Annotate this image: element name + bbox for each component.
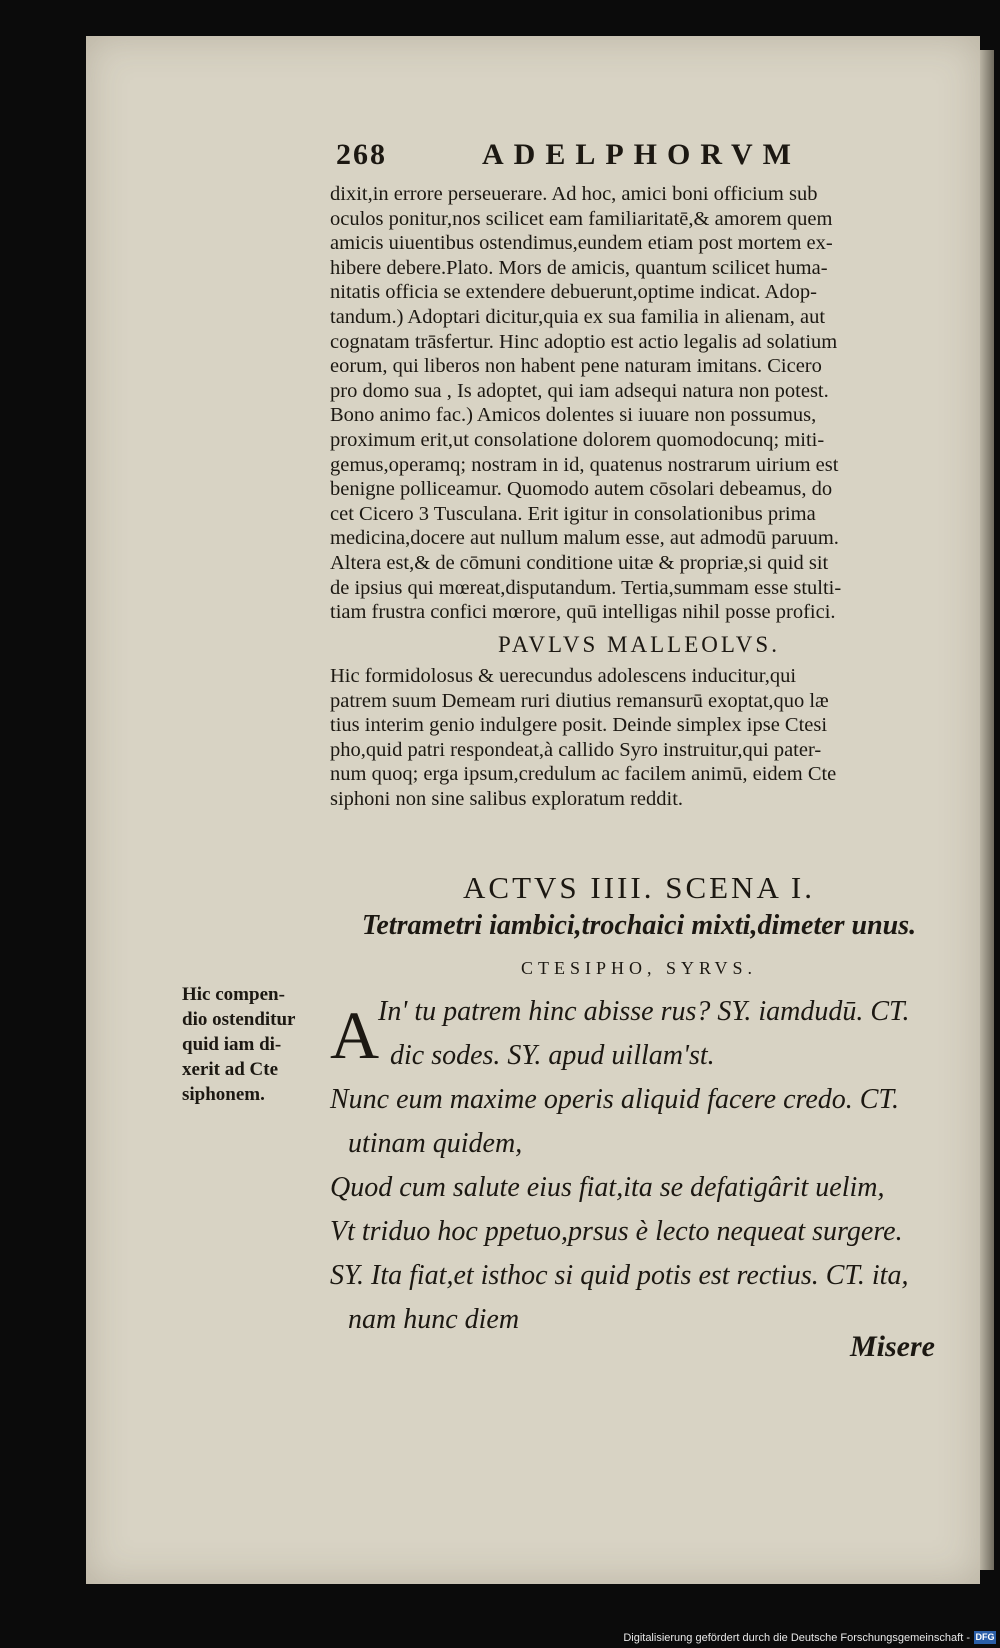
commentary-line: proximum erit,ut consolatione dolorem quomodocunq; miti- [330, 428, 825, 451]
page-number: 268 [336, 138, 387, 171]
verse-line: utinam quidem, [348, 1128, 523, 1159]
commentary-line: cognatam trāsfertur. Hinc adoptio est actio legalis ad solatium [330, 330, 838, 353]
verse-line: In' tu patrem hinc abisse rus? SY. iamdudū. CT. [378, 996, 910, 1027]
commentary-line: medicina,docere aut nullum malum esse, aut admodū paruum. [330, 527, 839, 550]
commentary-line: cet Cicero 3 Tusculana. Erit igitur in consolationibus prima [330, 502, 816, 525]
dfg-logo: DFG [975, 1632, 995, 1642]
meter-note: Tetrametri iambici,trochaici mixti,dimeter unus. [361, 910, 917, 941]
verse-text [330, 990, 960, 1342]
commentary-line: eorum, qui liberos non habent pene naturam imitans. Cicero [330, 355, 822, 378]
verse-line: Quod cum salute eius fiat,ita se defatigârit uelim, [330, 1172, 885, 1203]
catchword: Misere [850, 1330, 935, 1363]
page-header [336, 138, 856, 178]
margin-note-line: siphonem. [182, 1084, 265, 1105]
verse-line: SY. Ita fiat,et isthoc si quid potis est rectius. CT. ita, [330, 1260, 909, 1291]
commentary-line: tandum.) Adoptari dicitur,quia ex sua familia in alienam, aut [330, 305, 826, 328]
speaker-list: CTESIPHO, SYRVS. [520, 958, 758, 978]
argument-line: siphoni non sine salibus exploratum reddit. [330, 787, 684, 810]
argument-heading: PAVLVS MALLEOLVS. [498, 632, 780, 657]
drop-cap: A [330, 997, 380, 1073]
argument-line: Hic formidolosus & uerecundus adolescens inducitur,qui [330, 665, 797, 687]
commentary-line: gemus,operamq; nostram in id, quatenus nostrarum uirium est [330, 453, 839, 476]
margin-note-line: Hic compen- [182, 984, 285, 1005]
commentary-line: amicis uiuentibus ostendimus,eundem etiam post mortem ex- [330, 232, 833, 255]
verse-line: Vt triduo hoc ppetuo,prsus è lecto nequeat surgere. [330, 1216, 903, 1247]
commentary-line: benigne polliceamur. Quomodo autem cōsolari debeamus, do [330, 478, 833, 501]
commentary-line: tiam frustra confici mœrore, quū intelligas nihil posse profici. [330, 601, 836, 624]
scene-title: ACTVS IIII. SCENA I. [463, 870, 815, 905]
commentary-line: pro domo sua , Is adoptet, qui iam adsequi natura non potest. [330, 379, 829, 402]
margin-note-line: quid iam di- [182, 1034, 282, 1055]
page-edge [980, 50, 994, 1570]
commentary-line: nitatis officia se extendere debuerunt,optime indicat. Adop- [330, 281, 817, 304]
commentary-line: hibere debere.Plato. Mors de amicis, quantum scilicet huma- [330, 256, 828, 279]
running-title: ADELPHORVM [482, 138, 801, 171]
margin-note [182, 982, 322, 1107]
commentary-line: dixit,in errore perseuerare. Ad hoc, amici boni officium sub [330, 183, 818, 205]
argument-line: num quoq; erga ipsum,credulum ac facilem animū, eidem Cte [330, 763, 837, 786]
verse-line: Nunc eum maxime operis aliquid facere credo. CT. [330, 1084, 899, 1115]
verse-line: dic sodes. SY. apud uillam'st. [390, 1040, 715, 1071]
verse-line: nam hunc diem [348, 1304, 520, 1335]
commentary-text [330, 182, 948, 625]
commentary-line: de ipsius qui mœreat,disputandum. Tertia,summam esse stulti- [330, 576, 842, 599]
argument-text [330, 664, 948, 812]
footer-bar [0, 1628, 1000, 1648]
argument-line: patrem suum Demeam ruri diutius remansurū exoptat,quo læ [330, 689, 829, 712]
margin-note-line: dio ostenditur [182, 1009, 296, 1030]
commentary-line: Bono animo fac.) Amicos dolentes si iuuare non possumus, [330, 404, 817, 427]
margin-note-line: xerit ad Cte [182, 1059, 279, 1080]
funding-credit: Digitalisierung gefördert durch die Deutsche Forschungsgemeinschaft - [623, 1632, 970, 1644]
commentary-line: oculos ponitur,nos scilicet eam familiaritatē,& amorem quem [330, 207, 833, 230]
argument-line: tius interim genio indulgere posit. Deinde simplex ipse Ctesi [330, 714, 828, 737]
commentary-line: Altera est,& de cōmuni conditione uitæ & propriæ,si quid sit [330, 551, 829, 574]
argument-line: pho,quid patri respondeat,à callido Syro instruitur,qui pater- [330, 738, 822, 761]
